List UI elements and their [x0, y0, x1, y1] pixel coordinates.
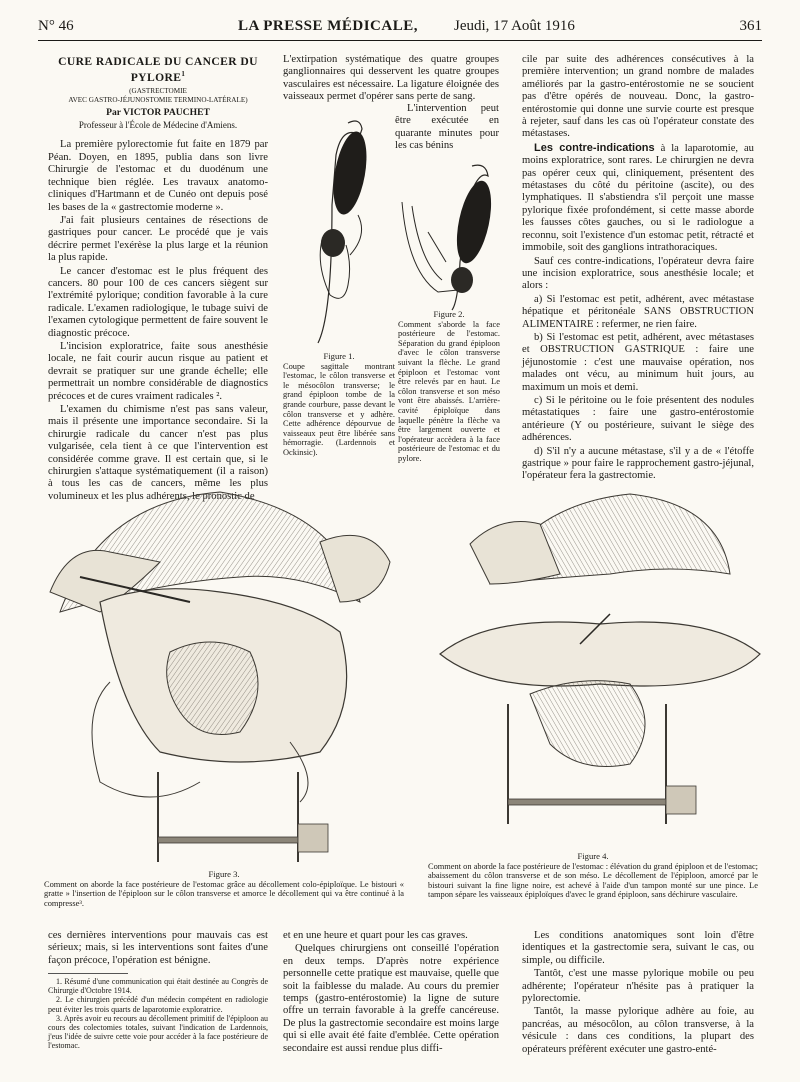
page-number: 361 — [739, 18, 762, 34]
column-1-bottom — [48, 930, 268, 968]
paragraph: et en une heure et quart pour les cas graves. — [283, 930, 468, 941]
footnotes — [48, 977, 268, 1051]
column-3-top — [522, 54, 754, 484]
paragraph: cile par suite des adhérences consécutives à la première intervention; un grand nombre de malades améliorés par la gastro-entérostomie ne se soucient pas d'être opérés de nouveau. Donc, la gastro-entérostomie qui donne une survie courte est presque à rejeter, sauf dans les cas où l'opérateur constate des métastases. — [522, 54, 754, 140]
paragraph: L'extirpation systématique des quatre groupes ganglionnaires qui desservent les quatre groupes vasculaires est nécessaire. La ligature éloignée des vaisseaux permet d'opérer sans perte de sang. — [283, 54, 499, 103]
figure-2-label: Figure 2. — [433, 309, 465, 319]
column-1-top — [48, 56, 268, 504]
figure-3-caption — [44, 870, 404, 908]
footnote: 3. Après avoir eu recours au décollement primitif de l'épiploon au cours des colectomies totales, suivant l'indication de Lardennois, j'eus l'idée de suivre cette voie pour accéder à la face postérieure de l'estomac. — [48, 1013, 268, 1051]
figure-1-caption-text: Coupe sagittale montrant l'estomac, le côlon transverse et le mésocôlon transverse; le grand épiploon tombe de la grande courbure, passe devant le côlon transverse et y adhère. Cette adhérence dépourvue de vaisseaux peut être libérée sans hémorragie. (Lardennois et Ockinsic). — [283, 361, 395, 457]
figure-1-label: Figure 1. — [323, 351, 355, 361]
contre-indications-heading: Les contre-indications — [534, 141, 655, 154]
paragraph: L'incision exploratrice, faite sous anesthésie locale, ne fait courir aucun risque au patient et devrait se pratiquer sur une grande échelle; elle permettrait un nombre considérable de diagnostics précoces et de cures vraiment radicales ². — [48, 340, 268, 402]
column-2-inset-text — [395, 103, 499, 154]
footnote-rule — [48, 973, 128, 974]
case-a: a) Si l'estomac est petit, adhérent, avec métastase hépatique et péritonéale SANS OBSTRUCTION ALIMENTAIRE : refermer, ne rien faire. — [522, 293, 754, 330]
issue-number: N° 46 — [38, 18, 74, 34]
case-c: c) Si le péritoine ou le foie présentent des nodules métastatiques : faire une gastro-entérostomie antérieure (Y ou postérieure, suivant le siège des adhérences. — [522, 394, 754, 444]
figure-2-caption-text: Comment s'aborde la face postérieure de l'estomac. Séparation du grand épiploon d'avec le côlon transverse suivant la flèche. Le grand épiploon et l'estomac vont être relevés par en haut. Le côlon transverse et son méso vont être abaissés. L'arrière-cavité épiploïque dans laquelle pénètre la flèche va être largement ouverte et l'opérateur accèdera à la face postérieure de l'estomac et du pylore. — [398, 319, 500, 463]
case-b: b) Si l'estomac est petit, adhérent, avec métastases et OBSTRUCTION GASTRIQUE : faire une jéjunostomie : c'est une mauvaise opération, nos malades ont vécu, au minimum huit jours, au maximum un mois et demi. — [522, 331, 754, 393]
paragraph: Le cancer d'estomac est le plus fréquent des cancers. 80 pour 100 de ces cancers siègent sur l'extrémité pylorique; condition favorable à la cure radicale. L'examen radiologique, le tubage suivi de l'examen cytologique permettent de faire souvent le diagnostic précoce. — [48, 265, 268, 339]
article-subtitle-1: (GASTRECTOMIE — [129, 86, 187, 95]
article-title: CURE RADICALE DU CANCER DU PYLORE$^1$ — [58, 55, 258, 85]
figure-4-caption — [428, 852, 758, 900]
running-header — [38, 18, 762, 38]
figure-4-drawing — [430, 484, 770, 854]
paragraph: ces dernières interventions pour mauvais cas est sérieux; mais, si les interventions sont faites d'une façon précoce, l'opération est bénigne. — [48, 930, 268, 966]
paragraph: Tantôt, c'est une masse pylorique mobile ou peu adhérente; l'opérateur n'hésite pas à pratiquer la pylorectomie. — [522, 968, 754, 1005]
paragraph: J'ai fait plusieurs centaines de résections de gastriques pour cancer. Le procédé que je vais décrire permet l'exérèse la plus large et la réunion la plus rapide. — [48, 214, 268, 264]
footnote: 1. Résumé d'une communication qui était destinée au Congrès de Chirurgie d'Octobre 1914. — [48, 977, 268, 996]
paragraph — [522, 142, 754, 255]
paragraph: L'intervention peut être exécutée en quarante minutes pour les cas bénins — [395, 103, 499, 152]
issue-date: Jeudi, 17 Août 1916 — [454, 18, 575, 34]
figure-3-drawing — [40, 482, 410, 874]
figure-2-caption — [398, 310, 500, 464]
journal-title: LA PRESSE MÉDICALE, — [238, 18, 418, 34]
paragraph: Tantôt, la masse pylorique adhère au foie, au pancréas, au mésocôlon, au côlon transverse, à la vésicule : dans ces conditions, la plupart des opérateurs préfèrent exécuter une gastro-enté- — [522, 1006, 754, 1055]
figure-2-drawing — [398, 162, 502, 312]
figure-4-caption-text: Comment on aborde la face postérieure de l'estomac : élévation du grand épiploon et de l'estomac; abaissement du côlon transverse et de son méso. Le décollement de l'épiploon, amorcé par le bistouri suivant la fine ligne noire, est achevé à l'aide d'un tampon monté sur une pince. Le tampon sépare les vaisseaux épiploïques d'avec le grand épiploon, sans déchirure vasculaire. — [428, 861, 758, 900]
figure-1-drawing — [288, 115, 396, 345]
paragraph: Sauf ces contre-indications, l'opérateur devra faire une incision exploratrice, sous anesthésie locale; et alors : — [522, 255, 754, 292]
figure-3-caption-text: Comment on aborde la face postérieure de l'estomac grâce au décollement colo-épiploïque. Le bistouri « gratte » l'insertion de l'épiploon sur le côlon transverse et amorce le décollement qui va être continué à la compresse³. — [44, 879, 404, 908]
author-affiliation: Professeur à l'École de Médecine d'Amiens. — [78, 120, 238, 131]
header-rule — [38, 40, 762, 41]
figure-1-caption — [283, 352, 395, 458]
paragraph: La première pylorectomie fut faite en 1879 par Péan. Doyen, en 1895, publia dans son livre Chirurgie de l'estomac et du duodénum une technique bien réglée. Les travaux anatomo-cliniques d'Hartmann et de Cunéo ont depuis posé les bases de la « gastrectomie moderne ». — [48, 139, 268, 213]
article-subtitle-2: AVEC GASTRO-JÉJUNOSTOMIE TERMINO-LATÉRALE) — [68, 95, 248, 104]
contre-indications-text: à la laparotomie, au moins exploratrice, sont rares. Le chirurgien ne devra pas opérer ceux qui, cliniquement, présentent des métastases du côté du péritoine (ascite), ou des lymphatiques. Il s'abstiendra s'il perçoit une masse pylorique fixée profondément, si cette masse aborde les fausses côtes gauches, ou si le radiologue a reconnu, soit l'existence d'un estomac petit, rétracté et immobile, soit des ganglions intrathoraciques. — [522, 142, 754, 254]
article-author: Par VICTOR PAUCHET — [106, 106, 210, 118]
figure-4-label: Figure 4. — [577, 851, 609, 861]
column-3-bottom — [522, 930, 754, 1057]
footnote: 2. Le chirurgien précédé d'un médecin compétent en radiologie peut éviter les trois quarts de laparotomie exploratrice. — [48, 995, 268, 1014]
column-2-bottom — [283, 930, 499, 1056]
column-2-top — [283, 54, 499, 105]
paragraph: Quelques chirurgiens ont conseillé l'opération en deux temps. D'après notre expérience personnelle cette pratique est mauvaise, quelle que soit la faiblesse du malade. Au cours du premier temps (gastro-entérostomie) la ligne de suture offre un terrain favorable à la greffe cancéreuse. De plus la gastrectomie secondaire est moins large qui si elle avait été faite d'emblée. Cette opération secondaire est aussi rendue plus diffi- — [283, 943, 499, 1054]
paragraph: L'examen du chimisme n'est pas sans valeur, mais il présente une importance secondaire. Si la chirurgie radicale du cancer n'est pas plus vulgarisée, cela tient à ce que l'intervention est considérée comme grave. Il est certain que, si le chirurgien s'attaque systématiquement (il a raison) à tous les cas de cancers, même les plus volumineux et les plus adhérents, le pronostic de — [48, 404, 268, 502]
case-d: d) S'il n'y a aucune métastase, s'il y a de « l'étoffe gastrique » pour faire le rapprochement gastro-jéjunal, l'opérateur fera la gastrectomie. — [522, 445, 754, 482]
figure-3-label: Figure 3. — [208, 869, 240, 879]
paragraph: Les conditions anatomiques sont loin d'être identiques et la gastrectomie sera, suivant le cas, ou simple, ou difficile. — [522, 930, 754, 966]
